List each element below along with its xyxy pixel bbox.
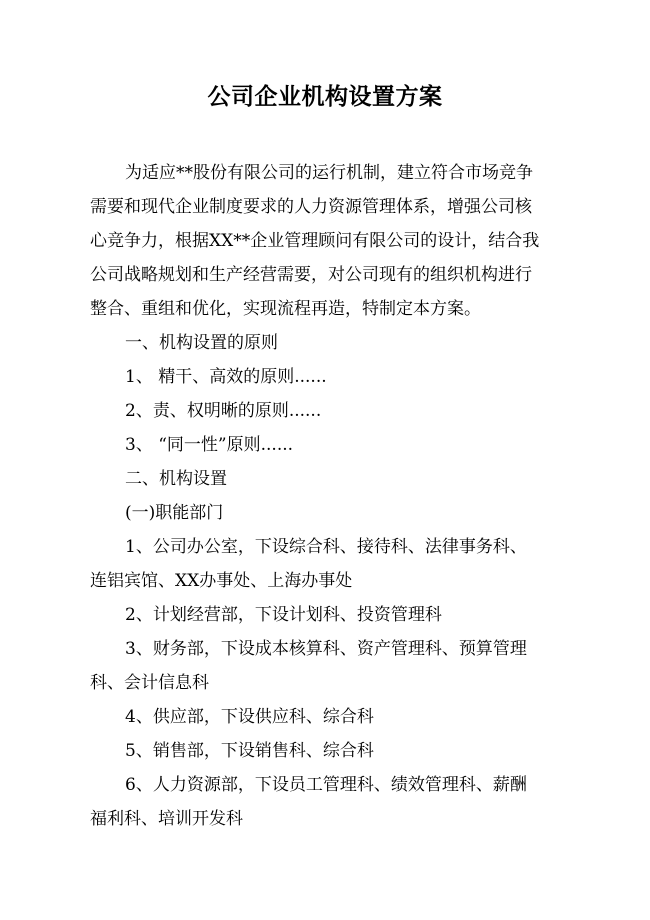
department-line: 科、会计信息科: [90, 673, 209, 693]
intro-paragraph: [90, 156, 558, 326]
principle-item: 1、 精干、高效的原则......: [125, 367, 327, 387]
department-item: 4、供应部，下设供应科、综合科: [125, 707, 374, 727]
department-line: 连铝宾馆、XX办事处、上海办事处: [90, 571, 353, 591]
department-item: [90, 768, 558, 836]
section-heading-structure: 二、机构设置: [125, 469, 227, 489]
department-line: 3、财务部，下设成本核算科、资产管理科、预算管理: [125, 639, 527, 659]
intro-line: 为适应**股份有限公司的运行机制，建立符合市场竞争: [125, 163, 533, 183]
intro-line: 心竞争力，根据XX**企业管理顾问有限公司的设计，结合我: [90, 231, 540, 251]
department-item: [90, 530, 558, 598]
intro-line: 整合、重组和优化，实现流程再造，特制定本方案。: [90, 299, 481, 319]
department-item: 2、计划经营部，下设计划科、投资管理科: [125, 605, 442, 625]
department-line: 6、人力资源部，下设员工管理科、绩效管理科、薪酬: [125, 775, 527, 795]
section-heading-principles: 一、机构设置的原则: [125, 333, 278, 353]
principle-item: 2、责、权明晰的原则......: [125, 401, 322, 421]
department-item: 5、销售部，下设销售科、综合科: [125, 741, 374, 761]
subsection-heading-functional: (一)职能部门: [125, 503, 224, 523]
principle-item: 3、 “同一性”原则......: [125, 435, 294, 455]
intro-line: 公司战略规划和生产经营需要，对公司现有的组织机构进行: [90, 265, 532, 285]
intro-line: 需要和现代企业制度要求的人力资源管理体系，增强公司核: [90, 197, 532, 217]
department-item: [90, 632, 558, 700]
department-line: 1、公司办公室，下设综合科、接待科、法律事务科、: [125, 537, 527, 557]
department-line: 福利科、培训开发科: [90, 809, 243, 829]
document-title: 公司企业机构设置方案: [207, 84, 443, 110]
